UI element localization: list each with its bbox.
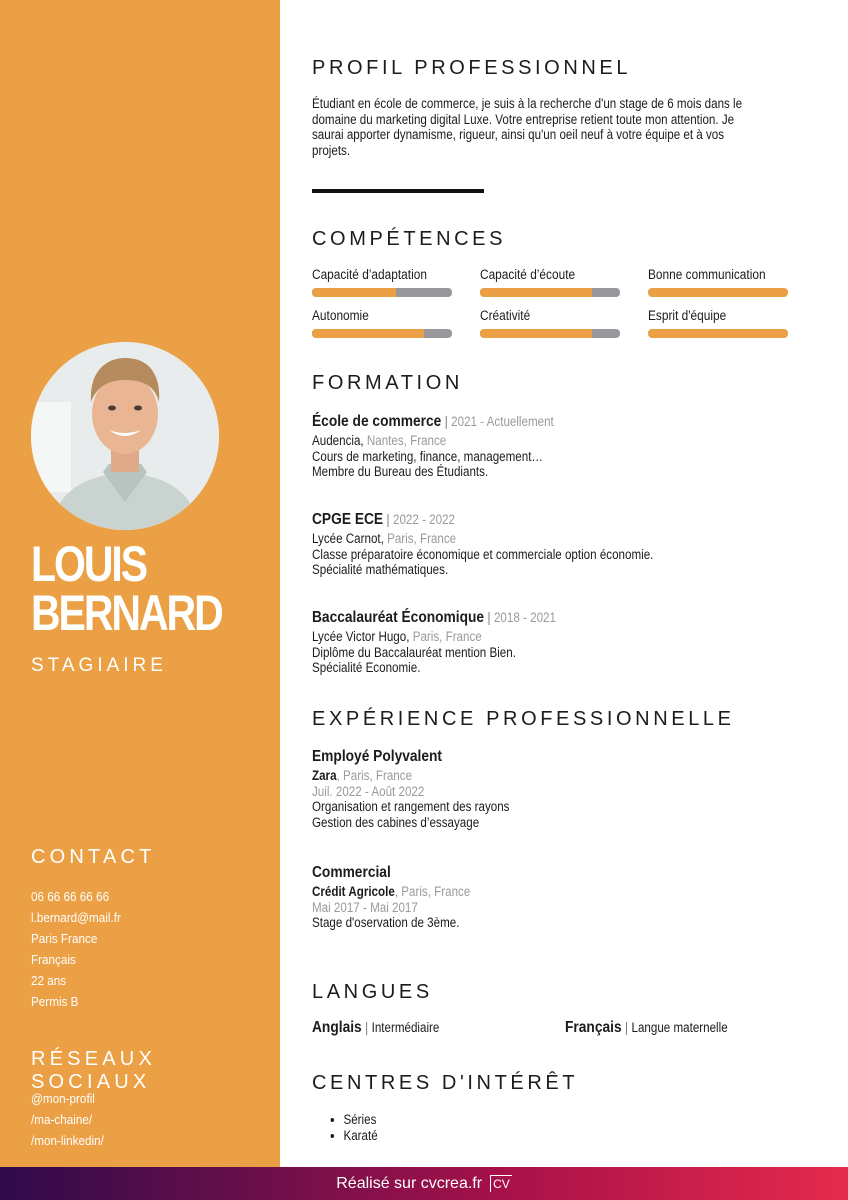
contact-phone: 06 66 66 66 66: [31, 889, 110, 904]
contact-list: [31, 886, 121, 1012]
school-location: Paris, France: [412, 629, 482, 644]
skill-label: Autonomie: [312, 308, 369, 323]
person-photo-icon: [31, 342, 219, 530]
school-name: Audencia,: [312, 433, 364, 448]
separator: |: [365, 1020, 369, 1035]
experience-heading: EXPÉRIENCE PROFESSIONNELLE: [312, 708, 735, 730]
separator: |: [625, 1020, 629, 1035]
skill-autonomy: [312, 308, 452, 338]
skills-heading: COMPÉTENCES: [312, 228, 507, 250]
job-role: Employé Polyvalent: [312, 748, 443, 765]
skill-bar-fill: [312, 288, 396, 297]
degree-desc: Spécialité Economie.: [312, 660, 421, 675]
job-desc: Stage d'oservation de 3ème.: [312, 915, 460, 930]
skill-bar-fill: [648, 329, 788, 338]
education-heading: FORMATION: [312, 372, 463, 394]
interest-item: • Karaté: [343, 1128, 377, 1144]
separator: |: [444, 414, 448, 429]
education-entry: [312, 414, 554, 480]
skill-creativity: [480, 308, 620, 338]
language-french: [565, 1020, 728, 1036]
skill-bar-fill: [480, 288, 592, 297]
contact-heading: CONTACT: [31, 846, 156, 868]
skill-bar: [312, 329, 452, 338]
degree-title: École de commerce: [312, 413, 442, 430]
experience-entry: [312, 865, 470, 931]
interests-list: [328, 1112, 378, 1143]
contact-age: 22 ans: [31, 973, 67, 988]
profile-line: saurai apporter dynamisme, rigueur, ainsi qu'un oeil neuf à votre équipe et à vos: [312, 127, 725, 142]
job-desc: Gestion des cabines d’essayage: [312, 814, 480, 830]
footer-banner[interactable]: [0, 1167, 848, 1200]
school-location: Paris, France: [387, 531, 457, 546]
degree-title: CPGE ECE: [312, 511, 384, 528]
candidate-name: [31, 536, 222, 641]
cv-logo-icon: CV: [490, 1175, 512, 1192]
contact-email[interactable]: l.bernard@mail.fr: [31, 910, 121, 925]
footer-text[interactable]: Réalisé sur cvcrea.fr: [336, 1174, 483, 1192]
school-location: Nantes, France: [366, 433, 447, 448]
skill-teamwork: [648, 308, 788, 338]
first-name: LOUIS: [31, 536, 147, 592]
degree-desc: Membre du Bureau des Étudiants.: [312, 464, 489, 479]
contact-license: Permis B: [31, 994, 79, 1009]
social-profile-link[interactable]: @mon-profil: [31, 1091, 95, 1106]
profile-text: [312, 96, 742, 158]
job-dates: Juil. 2022 - Août 2022: [312, 783, 425, 799]
skill-label: Capacité d’écoute: [480, 267, 576, 282]
skill-bar-fill: [312, 329, 424, 338]
profile-line: projets.: [312, 142, 351, 158]
skill-bar-fill: [480, 329, 592, 338]
social-heading: RÉSEAUX SOCIAUX: [31, 1048, 156, 1093]
separator: |: [386, 512, 390, 527]
language-name: Anglais: [312, 1019, 362, 1036]
degree-desc: Spécialité mathématiques.: [312, 562, 449, 577]
company-name: Crédit Agricole: [312, 884, 395, 899]
contact-address: Paris France: [31, 931, 98, 946]
school-name: Lycée Carnot,: [312, 531, 384, 546]
job-desc: Organisation et rangement des rayons: [312, 799, 510, 814]
job-title: STAGIAIRE: [31, 655, 167, 676]
language-level: Intermédiaire: [371, 1020, 440, 1035]
languages-heading: LANGUES: [312, 981, 433, 1003]
skill-bar-fill: [648, 288, 788, 297]
skill-communication: [648, 267, 788, 297]
interests-heading: CENTRES D'INTÉRÊT: [312, 1072, 579, 1094]
skill-label: Capacité d’adaptation: [312, 267, 427, 282]
education-entry: [312, 512, 653, 578]
profile-heading: PROFIL PROFESSIONNEL: [312, 57, 632, 79]
last-name: BERNARD: [31, 585, 222, 641]
social-channel-link[interactable]: /ma-chaine/: [31, 1112, 93, 1127]
degree-title: Baccalauréat Économique: [312, 609, 485, 626]
interest-item: • Séries: [343, 1112, 377, 1128]
degree-dates: 2021 - Actuellement: [451, 414, 554, 429]
company-location: , Paris, France: [336, 768, 413, 783]
job-role: Commercial: [312, 864, 391, 881]
skill-bar: [480, 329, 620, 338]
skill-bar: [312, 288, 452, 297]
job-dates: Mai 2017 - Mai 2017: [312, 899, 418, 915]
language-level: Langue maternelle: [631, 1020, 728, 1035]
skill-bar: [648, 329, 788, 338]
section-divider: [312, 189, 484, 193]
contact-nationality: Français: [31, 952, 76, 967]
language-english: [312, 1020, 439, 1036]
skill-label: Créativité: [480, 308, 531, 323]
social-list: [31, 1088, 104, 1151]
skill-adaptation: [312, 267, 452, 297]
school-name: Lycée Victor Hugo,: [312, 629, 410, 644]
company-location: , Paris, France: [394, 884, 471, 899]
degree-desc: Classe préparatoire économique et commerciale option économie.: [312, 546, 654, 562]
skill-bar: [648, 288, 788, 297]
profile-line: domaine du marketing digital Luxe. Votre entreprise retient toute mon attention. Je: [312, 111, 735, 127]
degree-desc: Cours de marketing, finance, management…: [312, 448, 544, 464]
social-linkedin-link[interactable]: /mon-linkedin/: [31, 1133, 104, 1148]
degree-dates: 2018 - 2021: [493, 610, 556, 625]
experience-entry: [312, 749, 509, 830]
skill-bar: [480, 288, 620, 297]
profile-line: Étudiant en école de commerce, je suis à la recherche d'un stage de 6 mois dans le: [312, 96, 743, 111]
language-name: Français: [565, 1019, 622, 1036]
skill-label: Bonne communication: [648, 267, 766, 282]
sidebar: [0, 0, 280, 1167]
degree-desc: Diplôme du Baccalauréat mention Bien.: [312, 644, 516, 660]
skill-label: Esprit d'équipe: [648, 308, 727, 323]
education-entry: [312, 610, 556, 676]
company-name: Zara: [312, 768, 337, 783]
skill-listening: [480, 267, 620, 297]
separator: |: [487, 610, 491, 625]
profile-photo: [31, 342, 219, 530]
degree-dates: 2022 - 2022: [393, 512, 455, 527]
